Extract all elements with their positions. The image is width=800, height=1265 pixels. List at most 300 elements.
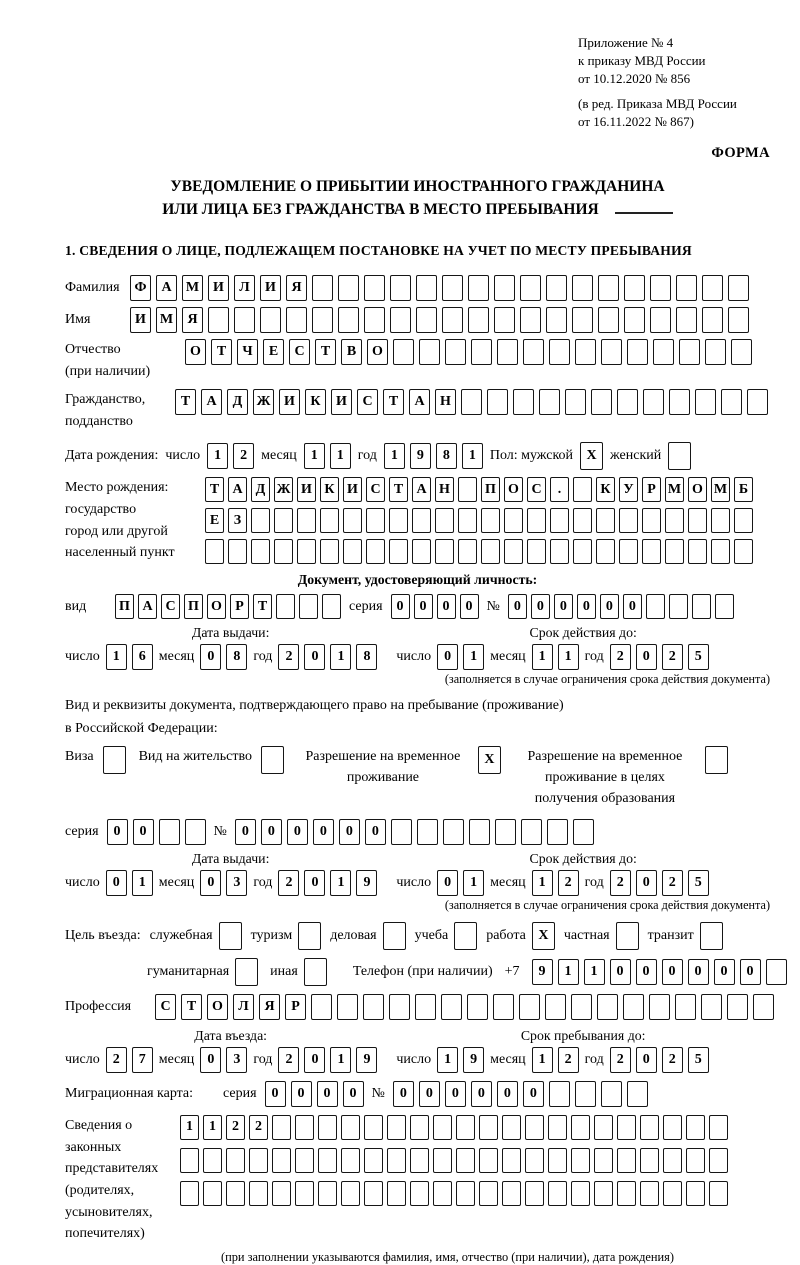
char-cell[interactable] xyxy=(702,307,723,333)
char-cell[interactable]: 1 xyxy=(584,959,605,985)
char-cell[interactable] xyxy=(363,994,384,1020)
char-cell[interactable] xyxy=(389,508,408,533)
char-cell[interactable] xyxy=(228,539,247,564)
char-cell[interactable] xyxy=(338,275,359,301)
char-cell[interactable] xyxy=(688,539,707,564)
char-cell[interactable] xyxy=(766,959,787,985)
char-cell[interactable] xyxy=(415,994,436,1020)
char-cell[interactable]: 1 xyxy=(532,644,553,670)
char-cell[interactable] xyxy=(688,508,707,533)
char-cell[interactable]: М xyxy=(182,275,203,301)
char-cell[interactable] xyxy=(390,307,411,333)
char-cell[interactable] xyxy=(272,1148,291,1173)
char-cell[interactable] xyxy=(573,477,592,502)
char-cell[interactable]: 5 xyxy=(688,870,709,896)
char-cell[interactable]: 0 xyxy=(261,819,282,845)
char-cell[interactable] xyxy=(548,1148,567,1173)
char-cell[interactable] xyxy=(312,275,333,301)
char-cell[interactable]: 0 xyxy=(291,1081,312,1107)
char-cell[interactable] xyxy=(297,539,316,564)
char-cell[interactable] xyxy=(525,1148,544,1173)
char-cell[interactable] xyxy=(572,307,593,333)
char-cell[interactable] xyxy=(443,819,464,845)
char-cell[interactable] xyxy=(180,1181,199,1206)
char-cell[interactable]: 2 xyxy=(610,644,631,670)
char-cell[interactable] xyxy=(338,307,359,333)
char-cell[interactable] xyxy=(260,307,281,333)
char-cell[interactable]: 0 xyxy=(133,819,154,845)
char-cell[interactable]: 0 xyxy=(460,594,479,619)
char-cell[interactable] xyxy=(617,1181,636,1206)
char-cell[interactable] xyxy=(389,539,408,564)
char-cell[interactable] xyxy=(695,389,716,415)
purpose-tourism-checkbox[interactable] xyxy=(298,922,321,950)
char-cell[interactable]: 0 xyxy=(265,1081,286,1107)
char-cell[interactable]: 2 xyxy=(610,870,631,896)
char-cell[interactable]: Ж xyxy=(253,389,274,415)
char-cell[interactable] xyxy=(295,1148,314,1173)
char-cell[interactable]: 0 xyxy=(107,819,128,845)
char-cell[interactable]: Я xyxy=(259,994,280,1020)
char-cell[interactable]: 0 xyxy=(508,594,527,619)
char-cell[interactable]: С xyxy=(357,389,378,415)
char-cell[interactable]: Т xyxy=(181,994,202,1020)
char-cell[interactable]: 0 xyxy=(317,1081,338,1107)
char-cell[interactable]: И xyxy=(343,477,362,502)
char-cell[interactable]: 2 xyxy=(662,1047,683,1073)
char-cell[interactable]: Т xyxy=(175,389,196,415)
char-cell[interactable] xyxy=(705,339,726,365)
char-cell[interactable]: Т xyxy=(253,594,272,619)
char-cell[interactable]: 0 xyxy=(623,594,642,619)
char-cell[interactable] xyxy=(205,539,224,564)
char-cell[interactable]: 0 xyxy=(577,594,596,619)
char-cell[interactable] xyxy=(390,275,411,301)
char-cell[interactable] xyxy=(433,1181,452,1206)
char-cell[interactable] xyxy=(575,339,596,365)
char-cell[interactable] xyxy=(249,1181,268,1206)
char-cell[interactable] xyxy=(494,307,515,333)
char-cell[interactable] xyxy=(295,1181,314,1206)
char-cell[interactable] xyxy=(467,994,488,1020)
char-cell[interactable] xyxy=(364,1181,383,1206)
purpose-work-checkbox[interactable]: X xyxy=(532,922,555,950)
char-cell[interactable]: Т xyxy=(383,389,404,415)
char-cell[interactable]: 1 xyxy=(330,870,351,896)
char-cell[interactable] xyxy=(601,1081,622,1107)
char-cell[interactable] xyxy=(571,994,592,1020)
char-cell[interactable] xyxy=(734,539,753,564)
char-cell[interactable]: 0 xyxy=(554,594,573,619)
char-cell[interactable] xyxy=(734,508,753,533)
char-cell[interactable]: 0 xyxy=(437,594,456,619)
char-cell[interactable] xyxy=(527,508,546,533)
char-cell[interactable]: С xyxy=(289,339,310,365)
char-cell[interactable]: Т xyxy=(211,339,232,365)
sex-female-checkbox[interactable] xyxy=(668,442,691,470)
char-cell[interactable] xyxy=(676,307,697,333)
char-cell[interactable]: И xyxy=(260,275,281,301)
char-cell[interactable]: К xyxy=(305,389,326,415)
char-cell[interactable]: У xyxy=(619,477,638,502)
char-cell[interactable] xyxy=(549,1081,570,1107)
char-cell[interactable] xyxy=(276,594,295,619)
char-cell[interactable] xyxy=(709,1148,728,1173)
char-cell[interactable]: . xyxy=(550,477,569,502)
char-cell[interactable] xyxy=(458,477,477,502)
char-cell[interactable] xyxy=(617,389,638,415)
char-cell[interactable] xyxy=(366,539,385,564)
char-cell[interactable] xyxy=(575,1081,596,1107)
char-cell[interactable] xyxy=(337,994,358,1020)
char-cell[interactable]: 5 xyxy=(688,644,709,670)
char-cell[interactable] xyxy=(709,1115,728,1140)
char-cell[interactable]: О xyxy=(367,339,388,365)
char-cell[interactable]: О xyxy=(504,477,523,502)
char-cell[interactable]: 2 xyxy=(226,1115,245,1140)
char-cell[interactable] xyxy=(692,594,711,619)
char-cell[interactable]: 1 xyxy=(106,644,127,670)
char-cell[interactable] xyxy=(311,994,332,1020)
char-cell[interactable] xyxy=(433,1148,452,1173)
char-cell[interactable] xyxy=(272,1181,291,1206)
char-cell[interactable] xyxy=(410,1115,429,1140)
purpose-other-checkbox[interactable] xyxy=(304,958,327,986)
char-cell[interactable] xyxy=(594,1115,613,1140)
char-cell[interactable] xyxy=(663,1115,682,1140)
char-cell[interactable] xyxy=(493,994,514,1020)
char-cell[interactable]: 0 xyxy=(531,594,550,619)
char-cell[interactable]: 0 xyxy=(200,1047,221,1073)
char-cell[interactable] xyxy=(547,819,568,845)
char-cell[interactable]: 0 xyxy=(471,1081,492,1107)
char-cell[interactable]: 3 xyxy=(226,870,247,896)
char-cell[interactable] xyxy=(445,339,466,365)
char-cell[interactable]: 9 xyxy=(532,959,553,985)
char-cell[interactable] xyxy=(571,1181,590,1206)
char-cell[interactable] xyxy=(619,539,638,564)
purpose-study-checkbox[interactable] xyxy=(454,922,477,950)
char-cell[interactable] xyxy=(686,1181,705,1206)
option-temp-residence-education-checkbox[interactable] xyxy=(705,746,728,774)
char-cell[interactable] xyxy=(550,508,569,533)
char-cell[interactable]: 2 xyxy=(610,1047,631,1073)
char-cell[interactable] xyxy=(650,307,671,333)
char-cell[interactable] xyxy=(627,1081,648,1107)
char-cell[interactable]: 2 xyxy=(278,870,299,896)
char-cell[interactable]: 0 xyxy=(200,870,221,896)
char-cell[interactable] xyxy=(410,1181,429,1206)
char-cell[interactable] xyxy=(249,1148,268,1173)
char-cell[interactable]: П xyxy=(481,477,500,502)
char-cell[interactable] xyxy=(208,307,229,333)
char-cell[interactable] xyxy=(471,339,492,365)
char-cell[interactable]: Я xyxy=(182,307,203,333)
char-cell[interactable] xyxy=(234,307,255,333)
char-cell[interactable] xyxy=(435,539,454,564)
char-cell[interactable] xyxy=(519,994,540,1020)
char-cell[interactable] xyxy=(665,508,684,533)
char-cell[interactable]: 0 xyxy=(445,1081,466,1107)
char-cell[interactable] xyxy=(364,275,385,301)
char-cell[interactable] xyxy=(364,1148,383,1173)
char-cell[interactable]: Е xyxy=(205,508,224,533)
char-cell[interactable] xyxy=(520,275,541,301)
char-cell[interactable]: М xyxy=(711,477,730,502)
char-cell[interactable] xyxy=(728,307,749,333)
char-cell[interactable] xyxy=(442,275,463,301)
char-cell[interactable] xyxy=(686,1115,705,1140)
char-cell[interactable] xyxy=(596,539,615,564)
char-cell[interactable]: А xyxy=(228,477,247,502)
char-cell[interactable] xyxy=(597,994,618,1020)
char-cell[interactable]: В xyxy=(341,339,362,365)
char-cell[interactable] xyxy=(341,1115,360,1140)
char-cell[interactable] xyxy=(274,508,293,533)
char-cell[interactable] xyxy=(479,1181,498,1206)
char-cell[interactable] xyxy=(251,508,270,533)
char-cell[interactable] xyxy=(159,819,180,845)
char-cell[interactable] xyxy=(364,1115,383,1140)
char-cell[interactable] xyxy=(709,1181,728,1206)
char-cell[interactable]: С xyxy=(527,477,546,502)
char-cell[interactable] xyxy=(525,1181,544,1206)
char-cell[interactable]: 2 xyxy=(558,1047,579,1073)
char-cell[interactable] xyxy=(341,1148,360,1173)
char-cell[interactable]: Н xyxy=(435,477,454,502)
char-cell[interactable] xyxy=(523,339,544,365)
char-cell[interactable] xyxy=(715,594,734,619)
char-cell[interactable]: 9 xyxy=(356,1047,377,1073)
char-cell[interactable] xyxy=(686,1148,705,1173)
char-cell[interactable]: 1 xyxy=(180,1115,199,1140)
char-cell[interactable] xyxy=(441,994,462,1020)
char-cell[interactable]: 9 xyxy=(463,1047,484,1073)
char-cell[interactable] xyxy=(546,307,567,333)
char-cell[interactable] xyxy=(643,389,664,415)
char-cell[interactable]: 1 xyxy=(532,1047,553,1073)
char-cell[interactable] xyxy=(711,539,730,564)
char-cell[interactable]: Л xyxy=(234,275,255,301)
char-cell[interactable] xyxy=(251,539,270,564)
char-cell[interactable] xyxy=(494,275,515,301)
char-cell[interactable] xyxy=(728,275,749,301)
char-cell[interactable] xyxy=(180,1148,199,1173)
char-cell[interactable]: А xyxy=(201,389,222,415)
char-cell[interactable] xyxy=(571,1148,590,1173)
char-cell[interactable] xyxy=(320,508,339,533)
char-cell[interactable]: 2 xyxy=(278,1047,299,1073)
char-cell[interactable] xyxy=(701,994,722,1020)
char-cell[interactable] xyxy=(650,275,671,301)
char-cell[interactable] xyxy=(203,1148,222,1173)
char-cell[interactable] xyxy=(619,508,638,533)
char-cell[interactable] xyxy=(598,275,619,301)
char-cell[interactable] xyxy=(312,307,333,333)
purpose-private-checkbox[interactable] xyxy=(616,922,639,950)
char-cell[interactable] xyxy=(572,275,593,301)
char-cell[interactable] xyxy=(364,307,385,333)
char-cell[interactable]: 0 xyxy=(437,644,458,670)
char-cell[interactable]: К xyxy=(596,477,615,502)
char-cell[interactable] xyxy=(442,307,463,333)
char-cell[interactable] xyxy=(727,994,748,1020)
char-cell[interactable] xyxy=(393,339,414,365)
char-cell[interactable] xyxy=(663,1148,682,1173)
char-cell[interactable] xyxy=(435,508,454,533)
char-cell[interactable] xyxy=(322,594,341,619)
char-cell[interactable] xyxy=(502,1115,521,1140)
char-cell[interactable]: 1 xyxy=(558,959,579,985)
char-cell[interactable] xyxy=(753,994,774,1020)
char-cell[interactable]: П xyxy=(115,594,134,619)
char-cell[interactable] xyxy=(299,594,318,619)
char-cell[interactable]: К xyxy=(320,477,339,502)
char-cell[interactable] xyxy=(669,594,688,619)
char-cell[interactable] xyxy=(297,508,316,533)
purpose-official-checkbox[interactable] xyxy=(219,922,242,950)
char-cell[interactable] xyxy=(320,539,339,564)
char-cell[interactable] xyxy=(627,339,648,365)
char-cell[interactable]: 1 xyxy=(462,443,483,469)
char-cell[interactable] xyxy=(617,1148,636,1173)
char-cell[interactable] xyxy=(461,389,482,415)
char-cell[interactable]: 0 xyxy=(636,959,657,985)
char-cell[interactable] xyxy=(573,539,592,564)
char-cell[interactable] xyxy=(679,339,700,365)
char-cell[interactable]: М xyxy=(665,477,684,502)
char-cell[interactable] xyxy=(502,1148,521,1173)
char-cell[interactable]: 2 xyxy=(106,1047,127,1073)
char-cell[interactable] xyxy=(642,539,661,564)
char-cell[interactable] xyxy=(711,508,730,533)
char-cell[interactable]: 0 xyxy=(636,870,657,896)
option-visa-checkbox[interactable] xyxy=(103,746,126,774)
char-cell[interactable] xyxy=(731,339,752,365)
char-cell[interactable]: Д xyxy=(227,389,248,415)
char-cell[interactable] xyxy=(747,389,768,415)
char-cell[interactable] xyxy=(502,1181,521,1206)
char-cell[interactable] xyxy=(497,339,518,365)
char-cell[interactable] xyxy=(416,307,437,333)
char-cell[interactable]: Н xyxy=(435,389,456,415)
char-cell[interactable]: Я xyxy=(286,275,307,301)
char-cell[interactable]: 0 xyxy=(200,644,221,670)
char-cell[interactable]: И xyxy=(297,477,316,502)
char-cell[interactable]: О xyxy=(207,994,228,1020)
char-cell[interactable]: О xyxy=(185,339,206,365)
char-cell[interactable]: Р xyxy=(642,477,661,502)
char-cell[interactable] xyxy=(565,389,586,415)
char-cell[interactable]: 0 xyxy=(365,819,386,845)
char-cell[interactable] xyxy=(640,1181,659,1206)
char-cell[interactable] xyxy=(366,508,385,533)
char-cell[interactable] xyxy=(468,307,489,333)
char-cell[interactable]: З xyxy=(228,508,247,533)
char-cell[interactable] xyxy=(527,539,546,564)
char-cell[interactable] xyxy=(456,1148,475,1173)
char-cell[interactable] xyxy=(546,275,567,301)
char-cell[interactable]: 0 xyxy=(636,644,657,670)
char-cell[interactable] xyxy=(649,994,670,1020)
char-cell[interactable] xyxy=(504,508,523,533)
char-cell[interactable] xyxy=(573,508,592,533)
char-cell[interactable]: Р xyxy=(230,594,249,619)
char-cell[interactable] xyxy=(521,819,542,845)
char-cell[interactable]: 9 xyxy=(410,443,431,469)
char-cell[interactable] xyxy=(504,539,523,564)
char-cell[interactable]: 8 xyxy=(226,644,247,670)
char-cell[interactable] xyxy=(623,994,644,1020)
char-cell[interactable]: 1 xyxy=(330,1047,351,1073)
char-cell[interactable]: Ф xyxy=(130,275,151,301)
char-cell[interactable]: И xyxy=(208,275,229,301)
char-cell[interactable]: 0 xyxy=(497,1081,518,1107)
char-cell[interactable] xyxy=(669,389,690,415)
char-cell[interactable]: 7 xyxy=(132,1047,153,1073)
char-cell[interactable] xyxy=(419,339,440,365)
char-cell[interactable] xyxy=(573,819,594,845)
char-cell[interactable] xyxy=(548,1115,567,1140)
char-cell[interactable] xyxy=(456,1181,475,1206)
char-cell[interactable] xyxy=(653,339,674,365)
char-cell[interactable]: Т xyxy=(205,477,224,502)
purpose-transit-checkbox[interactable] xyxy=(700,922,723,950)
char-cell[interactable] xyxy=(458,539,477,564)
char-cell[interactable] xyxy=(456,1115,475,1140)
char-cell[interactable]: М xyxy=(156,307,177,333)
char-cell[interactable]: 0 xyxy=(393,1081,414,1107)
char-cell[interactable] xyxy=(295,1115,314,1140)
char-cell[interactable]: 2 xyxy=(233,443,254,469)
char-cell[interactable]: Т xyxy=(315,339,336,365)
char-cell[interactable] xyxy=(318,1148,337,1173)
char-cell[interactable] xyxy=(274,539,293,564)
char-cell[interactable] xyxy=(550,539,569,564)
char-cell[interactable]: 2 xyxy=(662,870,683,896)
purpose-business-checkbox[interactable] xyxy=(383,922,406,950)
char-cell[interactable]: 0 xyxy=(688,959,709,985)
sex-male-checkbox[interactable]: X xyxy=(580,442,603,470)
char-cell[interactable] xyxy=(458,508,477,533)
char-cell[interactable] xyxy=(624,275,645,301)
char-cell[interactable]: 1 xyxy=(532,870,553,896)
char-cell[interactable]: 8 xyxy=(436,443,457,469)
char-cell[interactable] xyxy=(640,1148,659,1173)
char-cell[interactable]: 0 xyxy=(600,594,619,619)
char-cell[interactable] xyxy=(513,389,534,415)
char-cell[interactable]: 3 xyxy=(226,1047,247,1073)
char-cell[interactable]: Е xyxy=(263,339,284,365)
char-cell[interactable] xyxy=(495,819,516,845)
char-cell[interactable] xyxy=(412,539,431,564)
char-cell[interactable]: С xyxy=(161,594,180,619)
char-cell[interactable]: Л xyxy=(233,994,254,1020)
char-cell[interactable] xyxy=(601,339,622,365)
char-cell[interactable] xyxy=(481,508,500,533)
char-cell[interactable] xyxy=(341,1181,360,1206)
char-cell[interactable]: 0 xyxy=(343,1081,364,1107)
char-cell[interactable] xyxy=(387,1181,406,1206)
char-cell[interactable] xyxy=(479,1148,498,1173)
char-cell[interactable]: 0 xyxy=(304,870,325,896)
char-cell[interactable]: Ж xyxy=(274,477,293,502)
char-cell[interactable]: 1 xyxy=(330,443,351,469)
char-cell[interactable]: 1 xyxy=(558,644,579,670)
char-cell[interactable]: 0 xyxy=(391,594,410,619)
char-cell[interactable] xyxy=(416,275,437,301)
char-cell[interactable]: 1 xyxy=(207,443,228,469)
